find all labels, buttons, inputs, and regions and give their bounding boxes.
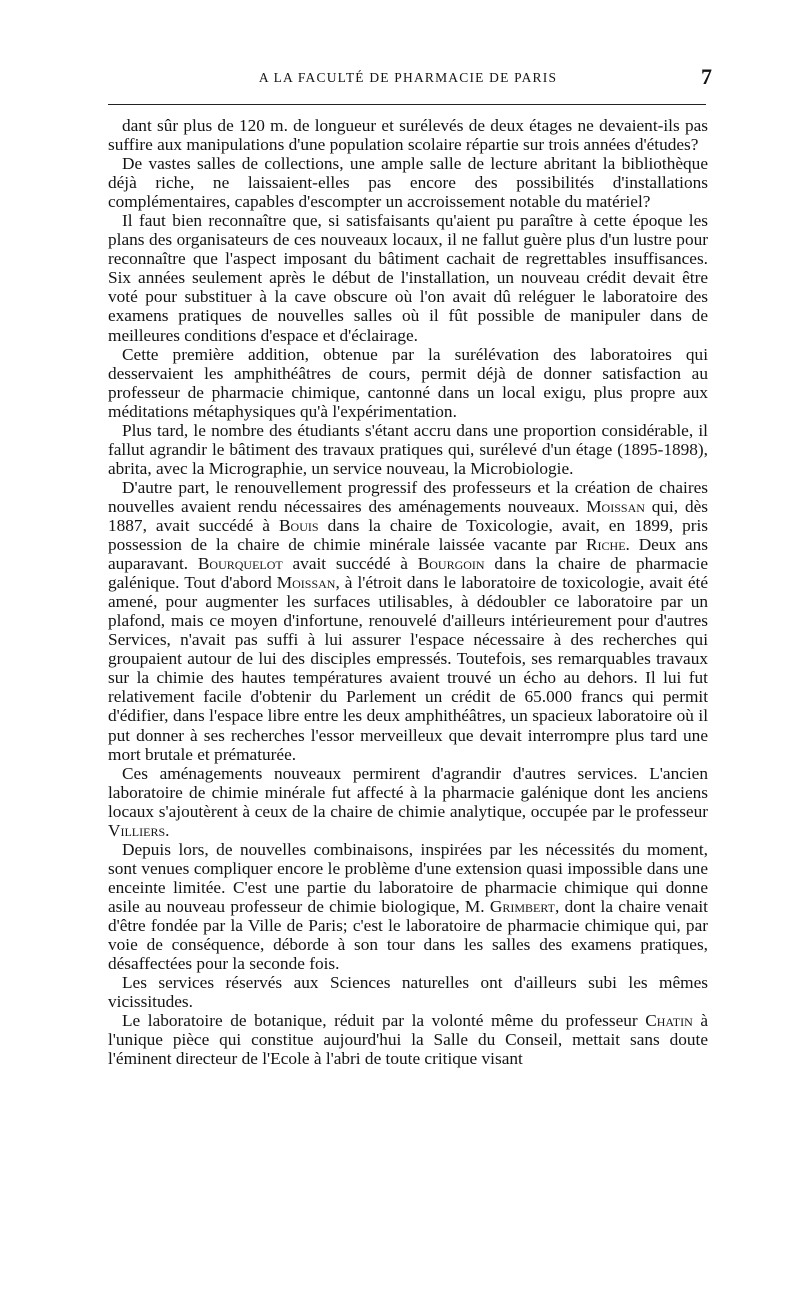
paragraph bbox=[108, 1011, 708, 1068]
paragraph bbox=[108, 211, 708, 344]
paragraph-text: Depuis lors, de nouvelles combinaisons, inspirées par les nécessités du moment, sont venues compliquer encore le problème d'une extension quasi impossible dans une enceinte limitée. C'est une partie du laboratoire de pharmacie chimique qui donne asile au nouveau professeur de chimie biologique, M. bbox=[108, 839, 708, 916]
paragraph bbox=[108, 345, 708, 421]
paragraph-text: à l'unique pièce qui constitue aujourd'hui la Salle du Conseil, mettait sans doute l'éminent directeur de l'Ecole à l'abri de toute critique visant bbox=[108, 1011, 708, 1069]
person-name: Grimbert bbox=[489, 896, 555, 916]
person-name: Bourquelot bbox=[197, 554, 283, 574]
person-name: Moissan bbox=[586, 496, 645, 516]
paragraph-text: D'autre part, le renouvellement progressif des professeurs et la création de chaires nouvelles avaient rendu nécessaires des aménagements nouveaux. bbox=[108, 477, 708, 516]
paragraph-text: qui, dès 1887, avait succédé à bbox=[108, 496, 708, 535]
paragraph-text: dans la chaire de Toxicologie, avait, en 1899, pris possession de la chaire de chimie minérale laissée vacante par bbox=[108, 515, 709, 555]
paragraph-text: Le laboratoire de botanique, réduit par la volonté même du professeur bbox=[122, 1011, 646, 1031]
header-rule bbox=[108, 104, 706, 105]
paragraph bbox=[108, 840, 708, 973]
paragraph bbox=[108, 421, 708, 478]
paragraph-text: dans la chaire de pharmacie galénique. Tout d'abord bbox=[108, 554, 708, 593]
body-text bbox=[108, 116, 708, 1068]
paragraph-text: , à l'étroit dans le laboratoire de toxicologie, avait été amené, pour augmenter les surfaces utilisables, à dédoubler ce laboratoire par un plafond, mais ce moyen d'infortune, renouvelé d'ailleurs intérieurement pour d'autres Services, n'avait pas suffi à lui assurer l'espace nécessaire à des recherches qui groupaient autour de lui des disciples empressés. Toutefois, ses remarquables travaux sur la chimie des hautes températures avaient trouvé un écho au dehors. Il lui fut relativement facile d'obtenir du Parlement un crédit de 65.000 francs qui permit d'édifier, dans l'espace libre entre les deux amphithéâtres, un spacieux laboratoire où il put donner à ses recherches l'essor merveilleux que devait interrompre plus tard une mort brutale et prématurée. bbox=[108, 573, 709, 764]
paragraph bbox=[108, 154, 708, 211]
paragraph-text: dant sûr plus de 120 m. de longueur et surélevés de deux étages ne devaient-ils pas suffire aux manipulations d'une population scolaire répartie sur trois années d'études? bbox=[108, 116, 708, 155]
page-number: 7 bbox=[701, 64, 712, 89]
paragraph-text: Il faut bien reconnaître que, si satisfaisants qu'aient pu paraître à cette époque les plans des organisateurs de ces nouveaux locaux, il ne fallut guère plus d'un lustre pour reconnaître que l'aspect imposant du bâtiment cachait de regrettables insuffisances. Six années seulement après le début de l'installation, un nouveau crédit devait être voté pour substituer à la cave obscure où l'on avait dû reléguer le laboratoire des examens pratiques de nouvelles salles où il fût possible de manipuler dans de meilleures conditions d'espace et d'éclairage. bbox=[108, 211, 708, 345]
paragraph-text: Les services réservés aux Sciences naturelles ont d'ailleurs subi les mêmes vicissitudes. bbox=[108, 973, 708, 1012]
paragraph bbox=[108, 764, 708, 840]
person-name: Bourgoin bbox=[417, 554, 485, 574]
person-name: Bouis bbox=[279, 515, 319, 535]
paragraph-text: avait succédé à bbox=[282, 554, 418, 574]
paragraph-text: Cette première addition, obtenue par la surélévation des laboratoires qui desservaient les amphithéâtres de cours, permit déjà de donner satisfaction au professeur de pharmacie chimique, cantonné dans un local exigu, plus propre aux méditations métaphysiques qu'à l'expérimentation. bbox=[108, 344, 708, 421]
person-name: Riche bbox=[586, 535, 626, 555]
paragraph-text: , dont la chaire venait d'être fondée par la Ville de Paris; c'est le laboratoire de pharmacie chimique qui, par voie de conséquence, déborde à son tour dans les salles des examens pratiques, désaffectées pour la seconde fois. bbox=[108, 896, 708, 974]
paragraph-text: Ces aménagements nouveaux permirent d'agrandir d'autres services. L'ancien laboratoire de chimie minérale fut affecté à la pharmacie galénique dont les anciens locaux s'ajoutèrent à ceux de la chaire de chimie analytique, occupée par le professeur bbox=[108, 763, 708, 821]
paragraph-text: De vastes salles de collections, une ample salle de lecture abritant la bibliothèque déjà riche, ne laissaient-elles pas encore des possibilités d'installations complémentaires, capables d'escompter un accroissement notable du matériel? bbox=[108, 154, 708, 212]
running-title: A LA FACULTÉ DE PHARMACIE DE PARIS bbox=[258, 70, 558, 85]
paragraph-text: . Deux ans auparavant. bbox=[108, 535, 708, 574]
paragraph-text: . bbox=[165, 820, 170, 840]
paragraph-text: Plus tard, le nombre des étudiants s'étant accru dans une proportion considérable, il fallut agrandir le bâtiment des travaux pratiques qui, surélevé d'un étage (1895-1898), abrita, avec la Micrographie, un service nouveau, la Microbiologie. bbox=[108, 420, 708, 478]
paragraph bbox=[108, 116, 708, 154]
paragraph bbox=[108, 478, 708, 764]
person-name: Moissan bbox=[276, 573, 336, 593]
page-header bbox=[108, 64, 712, 92]
paragraph bbox=[108, 973, 708, 1011]
person-name: Chatin bbox=[645, 1011, 693, 1031]
person-name: Villiers bbox=[108, 820, 166, 840]
